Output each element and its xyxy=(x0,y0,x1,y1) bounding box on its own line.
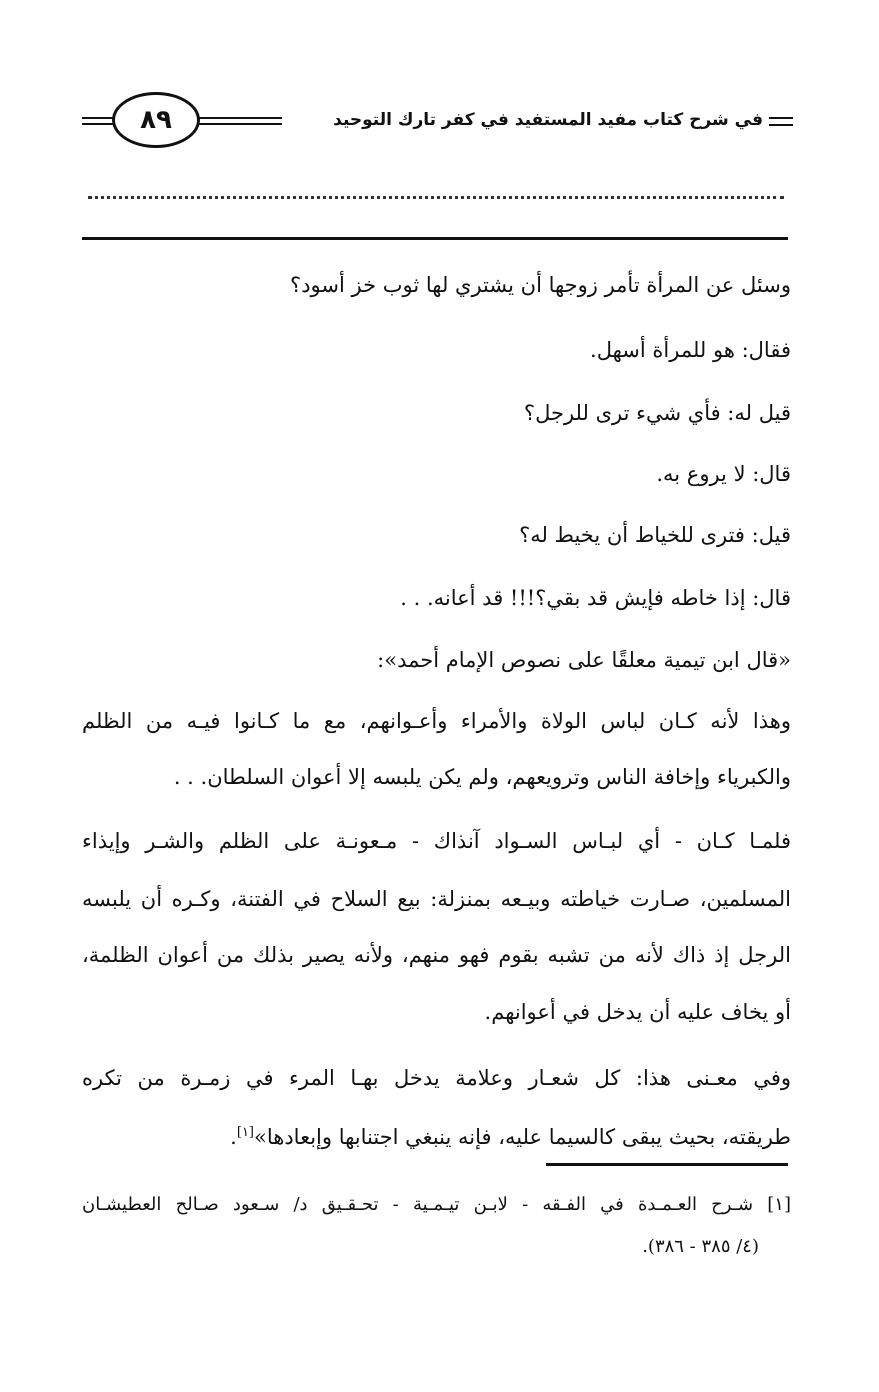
header-divider xyxy=(82,237,788,240)
dotted-rule xyxy=(88,196,784,199)
paragraph-line: وفي معـنى هذا: كل شعـار وعلامة يدخل بهـا المرء في زمـرة من تكره xyxy=(82,1066,791,1090)
footnote-rule xyxy=(546,1163,788,1166)
text-line: فقال: هو للمرأة أسهل. xyxy=(590,338,791,362)
footnote-line: [١] شـرح العـمـدة في الفـقه - لابـن تيـمـية - تحـقـيق د/ سـعود صـالح العطيشـان xyxy=(82,1194,791,1215)
header-center-rule-bottom xyxy=(196,123,282,125)
paragraph-line: أو يخاف عليه أن يدخل في أعوانهم. xyxy=(484,1000,791,1024)
paragraph-line-with-footnote-ref xyxy=(230,1118,791,1152)
text-line: قيل له: فأي شيء ترى للرجل؟ xyxy=(523,401,791,425)
text-line: قال: إذا خاطه فإيش قد بقي؟!!! قد أعانه. . . xyxy=(400,586,791,610)
text-line: وسئل عن المرأة تأمر زوجها أن يشتري لها ثوب خز أسود؟ xyxy=(290,273,791,297)
text-line: قيل: فترى للخياط أن يخيط له؟ xyxy=(519,523,791,547)
page-number-oval xyxy=(112,92,200,148)
paragraph-line: الرجل إذ ذاك لأنه من تشبه بقوم فهو منهم، ولأنه يصير بذلك من أعوان الظلمة، xyxy=(82,943,791,967)
footnote-ref[interactable]: [١] xyxy=(236,1125,254,1140)
running-title-rule xyxy=(769,117,793,126)
paragraph-line: فلمـا كـان - أي لبـاس السـواد آنذاك - مـعونـة على الظلم والشـر وإيذاء xyxy=(82,829,791,853)
page-number: ٨٩ xyxy=(140,105,172,135)
paragraph-line: وهذا لأنه كـان لباس الولاة والأمراء وأعـوانهم، مع ما كـانوا فيـه من الظلم xyxy=(82,709,791,733)
paragraph-line: والكبرياء وإخافة الناس وترويعهم، ولم يكن يلبسه إلا أعوان السلطان. . . xyxy=(173,765,791,789)
paragraph-line: المسلمين، صـارت خياطته وبيـعه بمنزلة: بيع السلاح في الفتنة، وكـره أن يلبسه xyxy=(82,887,791,911)
quote-heading: «قال ابن تيمية معلقًا على نصوص الإمام أحمد»: xyxy=(377,648,791,672)
footnote-line: (٤/ ٣٨٥ - ٣٨٦). xyxy=(642,1236,759,1257)
paragraph-line-text: طريقته، بحيث يبقى كالسيما عليه، فإنه ينبغي اجتنابها وإبعادها» xyxy=(254,1125,791,1149)
text-line: قال: لا يروع به. xyxy=(656,462,791,486)
running-title: في شرح كتاب مفيد المستفيد في كفر تارك التوحيد xyxy=(333,110,763,130)
header-center-rule-top xyxy=(196,117,282,119)
paragraph-end: . xyxy=(230,1125,237,1149)
